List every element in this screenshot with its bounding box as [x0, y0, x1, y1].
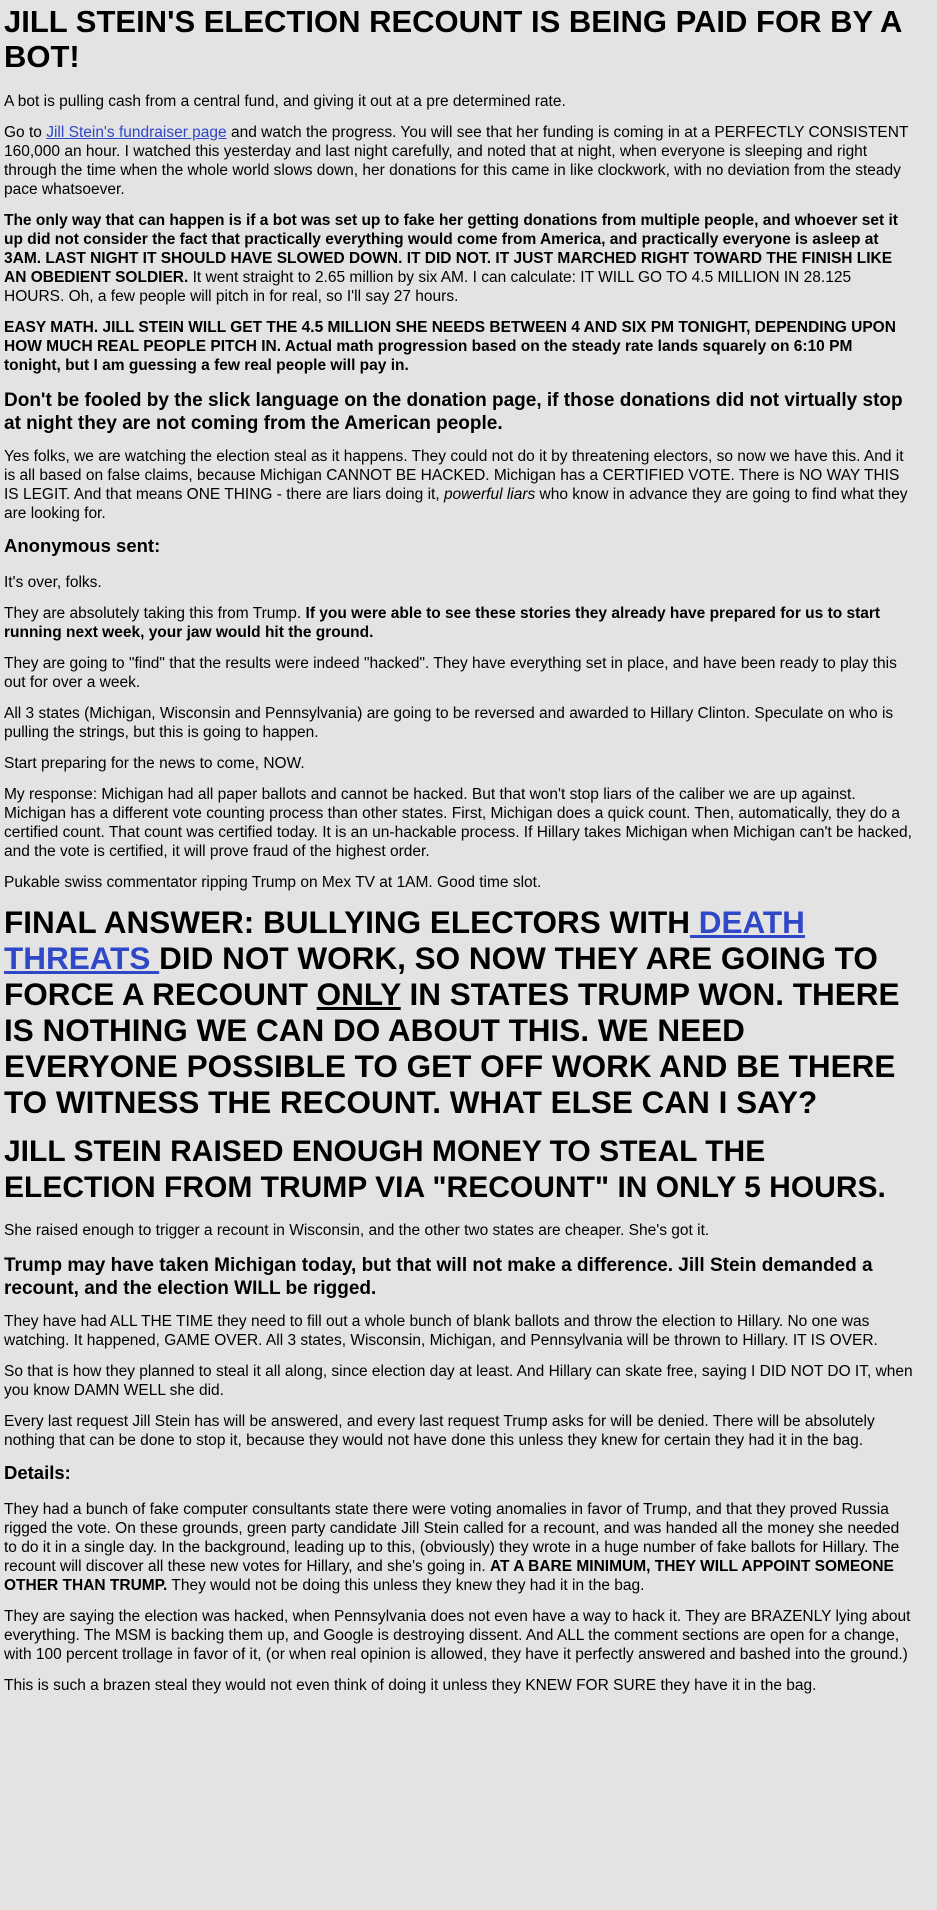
- bare-minimum-bold-text: AT A BARE MINIMUM, THEY WILL APPOINT SOMEONE OTHER THAN TRUMP.: [4, 1558, 894, 1594]
- dont-be-fooled-heading: Don't be fooled by the slick language on the donation page, if those donations did not virtually stop at night they are not coming from the American people.: [4, 390, 903, 434]
- article: [0, 4, 937, 1695]
- all-three-states-paragraph: All 3 states (Michigan, Wisconsin and Pennsylvania) are going to be reversed and awarded to Hillary Clinton. Speculate on who is pulling the strings, but this is going to happen.: [4, 705, 894, 741]
- only-way-normal-text: It went straight to 2.65 million by six AM. I can calculate: IT WILL GO TO 4.5 MILLION IN 28.125 HOURS. Oh, a few people will pitch in for real, so I'll say 27 hours.: [4, 269, 852, 305]
- fundraiser-post-text: and watch the progress. You will see that her funding is coming in at a PERFECTLY CONSISTENT 160,000 an hour. I watched this yesterday and last night carefully, and noted that at night, when everyone is sleeping and right through the time when the whole world slows down, her donations for this came in like clockwork, with no deviation from the steady pace whatsoever.: [4, 124, 909, 198]
- find-paragraph: They are going to "find" that the results were indeed "hacked". They have everything set in place, and have been ready to play this out for over a week.: [4, 655, 897, 691]
- fundraiser-page-link[interactable]: Jill Stein's fundraiser page: [46, 124, 227, 141]
- michigan-heading: Trump may have taken Michigan today, but that will not make a difference. Jill Stein demanded a recount, and the election WILL be rigged.: [4, 1255, 873, 1299]
- yes-folks-post-text: who know in advance they are going to find what they are looking for.: [4, 486, 908, 522]
- election-hacked-paragraph: They are saying the election was hacked, when Pennsylvania does not even have a way to hack it. They are BRAZENLY lying about everything. The MSM is backing them up, and Google is destroying dissent. And ALL the comment sections are open for a change, with 100 percent trollage in favor of it, (or when real opinion is allowed, they have it perfectly answered and bashed into the ground.): [4, 1608, 911, 1663]
- fake-consultants-paragraph: [4, 1500, 913, 1595]
- fundraiser-paragraph: [4, 123, 913, 199]
- only-underlined-text: ONLY: [316, 976, 401, 1012]
- fake-consultants-normal-text: They had a bunch of fake computer consultants state there were voting anomalies in favor of Trump, and that they proved Russia rigged the vote. On these grounds, green party candidate Jill Stein called for a recount, and was handed all the money she needed to do it in a single day. In the background, leading up to this, (obviously) they wrote in a huge number of fake ballots for Hillary. The recount will discover all these new votes for Hillary, and she's going in.: [4, 1501, 900, 1575]
- final-answer-pre-text: FINAL ANSWER: BULLYING ELECTORS WITH: [4, 904, 691, 940]
- my-response-paragraph: My response: Michigan had all paper ballots and cannot be hacked. But that won't stop liars of the caliber we are up against. Michigan has a different vote counting process than other states. First, Michigan does a quick count. Then, automatically, they do a certified count. That count was certified today. It is an un-hackable process. If Hillary takes Michigan when Michigan can't be hacked, and the vote is certified, it will prove fraud of the highest order.: [4, 786, 912, 860]
- fake-consultants-post-text: They would not be doing this unless they knew they had it in the bag.: [167, 1577, 645, 1594]
- final-answer-heading: [4, 904, 913, 1120]
- yes-folks-paragraph: [4, 447, 913, 523]
- page-title: JILL STEIN'S ELECTION RECOUNT IS BEING PAID FOR BY A BOT!: [4, 4, 902, 74]
- yes-folks-pre-text: Yes folks, we are watching the election steal as it happens. They could not do it by threatening electors, so now we have this. And it is all based on false claims, because Michigan CANNOT BE HACKED. Michigan has a CERTIFIED VOTE. There is NO WAY THIS IS LEGIT. And that means ONE THING - there are liars doing it,: [4, 448, 904, 503]
- only-way-paragraph: [4, 211, 913, 306]
- fundraiser-pre-text: Go to: [4, 124, 47, 141]
- pukable-paragraph: Pukable swiss commentator ripping Trump on Mex TV at 1AM. Good time slot.: [4, 874, 542, 891]
- final-answer-mid-text: DID NOT WORK, SO NOW THEY ARE GOING TO FORCE A RECOUNT: [4, 940, 878, 1012]
- brazen-steal-paragraph: This is such a brazen steal they would not even think of doing it unless they KNEW FOR SURE they have it in the bag.: [4, 1677, 817, 1694]
- death-threats-link[interactable]: DEATH THREATS: [4, 904, 805, 976]
- intro-paragraph: A bot is pulling cash from a central fund, and giving it out at a pre determined rate.: [4, 93, 566, 110]
- taking-normal-text: They are absolutely taking this from Trump.: [4, 605, 306, 622]
- only-way-bold-text: The only way that can happen is if a bot was set up to fake her getting donations from multiple people, and whoever set it up did not consider the fact that practically everything would come from America, and practically everyone is asleep at 3AM. LAST NIGHT IT SHOULD HAVE SLOWED DOWN. IT DID NOT. IT JUST MARCHED RIGHT TOWARD THE FINISH LIKE AN OBEDIENT SOLDIER.: [4, 212, 898, 286]
- easy-math-paragraph: EASY MATH. JILL STEIN WILL GET THE 4.5 MILLION SHE NEEDS BETWEEN 4 AND SIX PM TONIGHT, DEPENDING UPON HOW MUCH REAL PEOPLE PITCH IN. Actual math progression based on the steady rate lands squarely on 6:10 PM tonight, but I am guessing a few real people will pay in.: [4, 319, 896, 374]
- every-last-paragraph: Every last request Jill Stein has will be answered, and every last request Trump asks for will be denied. There will be absolutely nothing that can be done to stop it, because they would not have done this unless they knew for certain they had it in the bag.: [4, 1413, 875, 1449]
- taking-paragraph: [4, 604, 913, 642]
- start-preparing-paragraph: Start preparing for the news to come, NOW.: [4, 755, 305, 772]
- trigger-recount-paragraph: She raised enough to trigger a recount in Wisconsin, and the other two states are cheaper. She's got it.: [4, 1222, 710, 1239]
- taking-bold-text: If you were able to see these stories they already have prepared for us to start running next week, your jaw would hit the ground.: [4, 605, 881, 641]
- all-the-time-paragraph: They have had ALL THE TIME they need to fill out a whole bunch of blank ballots and throw the election to Hillary. No one was watching. It happened, GAME OVER. All 3 states, Wisconsin, Michigan, and Pennsylvania will be thrown to Hillary. IT IS OVER.: [4, 1313, 878, 1349]
- raised-enough-heading: JILL STEIN RAISED ENOUGH MONEY TO STEAL THE ELECTION FROM TRUMP VIA "RECOUNT" IN ONLY 5 HOURS.: [4, 1135, 886, 1204]
- final-answer-post-text: IN STATES TRUMP WON. THERE IS NOTHING WE CAN DO ABOUT THIS. WE NEED EVERYONE POSSIBLE TO GET OFF WORK AND BE THERE TO WITNESS THE RECOUNT. WHAT ELSE CAN I SAY?: [4, 976, 900, 1120]
- details-heading: Details:: [4, 1462, 71, 1483]
- powerful-liars-text: powerful liars: [443, 486, 536, 503]
- so-that-paragraph: So that is how they planned to steal it all along, since election day at least. And Hillary can skate free, saying I DID NOT DO IT, when you know DAMN WELL she did.: [4, 1363, 913, 1399]
- anonymous-heading: Anonymous sent:: [4, 535, 161, 556]
- its-over-paragraph: It's over, folks.: [4, 574, 102, 591]
